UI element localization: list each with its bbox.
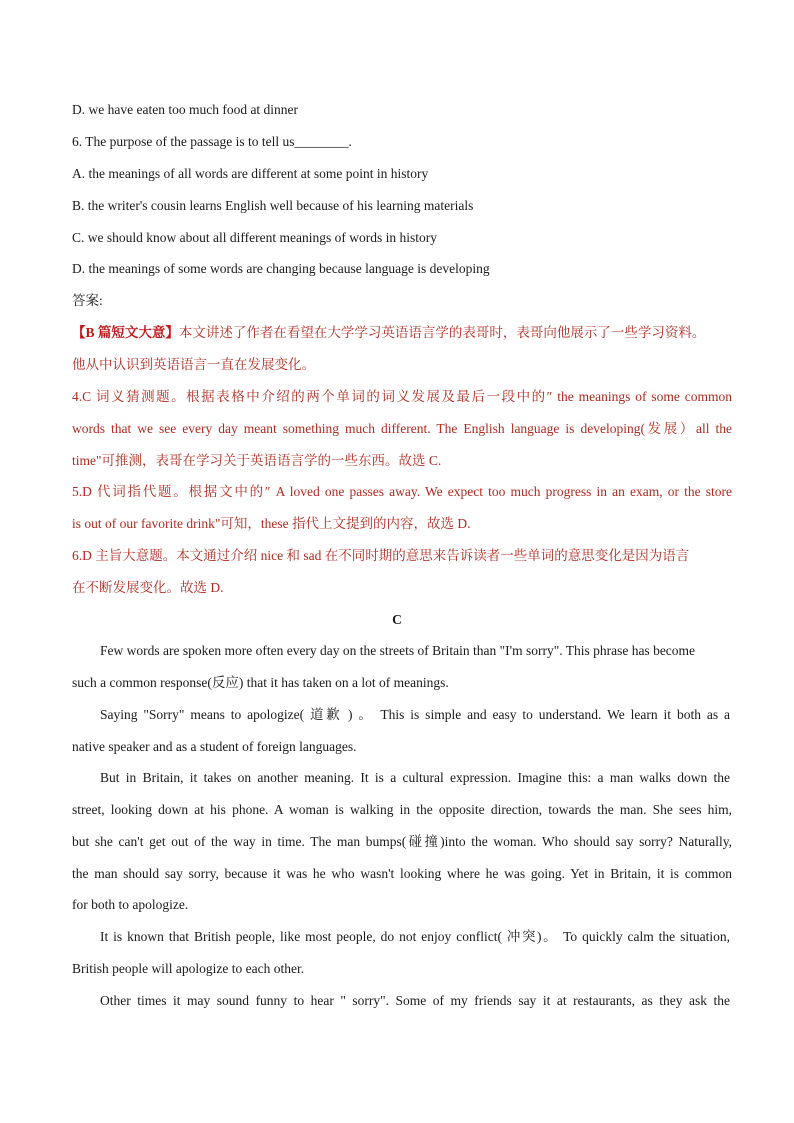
summary-line-1 — [72, 324, 732, 342]
q6-option-a: A. the meanings of all words are different at some point in history — [72, 166, 429, 181]
q6-option-c: C. we should know about all different meanings of words in history — [72, 230, 437, 245]
p1-line-1: Few words are spoken more often every day on the streets of Britain than "I'm sorry". This phrase has become — [100, 643, 696, 658]
q6-option-b: B. the writer's cousin learns English well because of his learning materials — [72, 198, 474, 213]
answer-4-line-1: 4.C 词义猜测题。根据表格中介绍的两个单词的词义发展及最后一段中的″ the meanings of some common — [72, 389, 732, 404]
p4-line-2: British people will apologize to each other. — [72, 961, 305, 976]
p2-line-1: Saying "Sorry" means to apologize( 道歉 ) 。 This is simple and easy to understand. We learn it both as a — [100, 707, 730, 722]
q6-option-d: D. the meanings of some words are changing because language is developing — [72, 261, 490, 276]
p1-line-2: such a common response(反应) that it has taken on a lot of meanings. — [72, 675, 449, 690]
p2-line-2: native speaker and as a student of foreign languages. — [72, 739, 357, 754]
p3-line-1: But in Britain, it takes on another meaning. It is a cultural expression. Imagine this: a man walks down the — [100, 770, 730, 785]
answers-label: 答案: — [72, 293, 103, 308]
p3-line-4: the man should say sorry, because it was he who wasn't looking where he was going. Yet in Britain, it is common — [72, 866, 732, 881]
p5-line-1: Other times it may sound funny to hear " sorry". Some of my friends say it at restaurants, as they ask the — [100, 993, 730, 1008]
answer-4-line-3: time"可推测，表哥在学习关于英语语言学的一些东西。故选 C. — [72, 453, 442, 468]
answer-5-line-1: 5.D 代词指代题。根据文中的″ A loved one passes away. We expect too much progress in an exam, or the store — [72, 484, 732, 499]
q5-option-d: D. we have eaten too much food at dinner — [72, 102, 299, 117]
q6-stem: 6. The purpose of the passage is to tell us________. — [72, 134, 352, 149]
summary-line-2: 他从中认识到英语语言一直在发展变化。 — [72, 357, 315, 372]
p3-line-3: but she can't get out of the way in time. The man bumps(碰撞)into the woman. Who should say sorry? Naturally, — [72, 834, 732, 849]
summary-text: 本文讲述了作者在看望在大学学习英语语言学的表哥时，表哥向他展示了一些学习资料。 — [178, 325, 706, 340]
answer-6-line-1: 6.D 主旨大意题。本文通过介绍 nice 和 sad 在不同时期的意思来告诉读者一些单词的意思变化是因为语言 — [72, 548, 690, 563]
p3-line-2: street, looking down at his phone. A woman is walking in the opposite direction, towards the man. She sees him, — [72, 802, 732, 817]
p4-line-1: It is known that British people, like most people, do not enjoy conflict( 冲突)。 To quickly calm the situation, — [100, 929, 730, 944]
p3-line-5: for both to apologize. — [72, 897, 189, 912]
summary-tag: 【B 篇短文大意】 — [72, 325, 179, 340]
answer-6-line-2: 在不断发展变化。故选 D. — [72, 580, 224, 595]
answer-4-line-2: words that we see every day meant something much different. The English language is developing(发展）all the — [72, 421, 732, 436]
passage-heading: C — [392, 612, 402, 627]
answer-5-line-2: is out of our favorite drink"可知，these 指代上文提到的内容，故选 D. — [72, 516, 471, 531]
